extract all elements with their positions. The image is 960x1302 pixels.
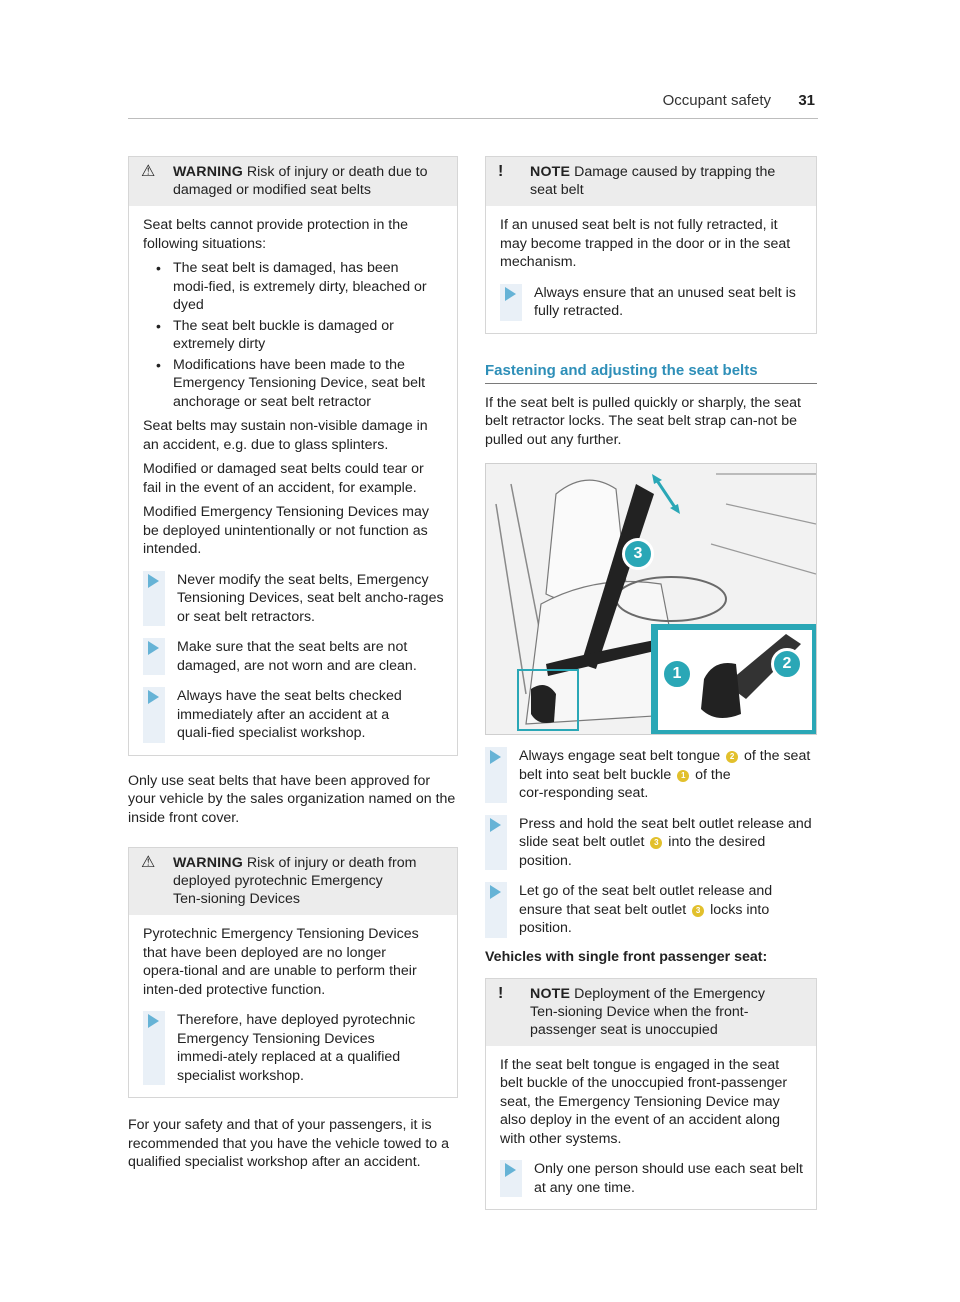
seat-belt-drawing [486,464,817,735]
right-column [485,156,817,1210]
approved-belts-paragraph: Only use seat belts that have been approved for your vehicle by the sales organization named on the inside front cover. [128,772,456,826]
arrow-right-icon [148,1014,159,1028]
section-title: Occupant safety [662,92,771,109]
note-box-trapping [485,156,817,334]
instruction-step: Press and hold the seat belt outlet release and slide seat belt outlet 3 into the desired position. [485,815,817,871]
note-header [486,157,816,206]
instruction-step: Always engage seat belt tongue 2 of the seat belt into seat belt buckle 1 of the cor‑responding seat. [485,747,817,803]
warning-triangle-icon: ⚠ [141,854,156,871]
left-column [128,156,458,1172]
list-item: • The seat belt buckle is damaged or extremely dirty [143,317,445,354]
note-label: NOTE [530,164,571,180]
arrow-right-icon [148,574,159,588]
warning-header [129,157,457,206]
header-divider [128,118,818,119]
exclamation-icon: ! [498,984,504,1002]
callout-2: 2 [771,648,803,680]
warning-triangle-icon: ⚠ [141,163,156,180]
safety-paragraph: For your safety and that of your passengers, it is recommended that you have the vehicle towed to a qualified specialist workshop after an accident. [128,1117,449,1170]
note-label: NOTE [530,985,571,1002]
instruction-list [485,747,817,938]
note-title: Deployment of the Emergency Ten‑sioning Device when the front-passenger seat is unoccupied [530,985,765,1038]
list-item: • The seat belt is damaged, has been modi‑fied, is extremely dirty, bleached or dyed [143,259,445,315]
warning-paragraph: Modified or damaged seat belts could tear or fail in the event of an accident, for example. [143,461,424,496]
page-header [640,92,815,116]
warning-paragraph: Seat belts may sustain non-visible damage in an accident, e.g. due to glass splinters. [143,418,428,453]
marker-3: 3 [650,837,662,849]
instruction-step: Let go of the seat belt outlet release and ensure that seat belt outlet 3 locks into position. [485,882,817,938]
instruction-step: Therefore, have deployed pyrotechnic Emergency Tensioning Devices immedi‑ately replaced at a qualified specialist workshop. [143,1011,445,1085]
note-paragraph: If the seat belt tongue is engaged in the seat belt buckle of the unoccupied front-passenger seat, the Emergency Tensioning Device may also deploy in the event of an accident along with other systems. [500,1056,788,1147]
warning-paragraph: Pyrotechnic Emergency Tensioning Devices that have been deployed are no longer opera‑tional and are unable to perform their inten‑ded protective function. [143,926,419,998]
instruction-step: Make sure that the seat belts are not damaged, are not worn and are clean. [143,638,445,675]
warning-title: Risk of injury or death due to damaged or modified seat belts [173,164,428,198]
note-box-deployment [485,978,817,1211]
marker-2: 2 [726,751,738,763]
arrow-right-icon [490,818,501,832]
subheading: Vehicles with single front passenger seat: [485,948,768,965]
callout-1: 1 [661,658,693,690]
note-header [486,979,816,1046]
arrow-right-icon [490,885,501,899]
instruction-step: Always ensure that an unused seat belt is fully retracted. [500,284,804,321]
arrow-right-icon [490,750,501,764]
warning-label: WARNING [173,164,243,180]
note-paragraph: If an unused seat belt is not fully retracted, it may become trapped in the door or in the seat mechanism. [500,217,791,270]
marker-1: 1 [677,770,689,782]
section-intro: If the seat belt is pulled quickly or sharply, the seat belt retractor locks. The seat belt strap can‑not be pulled out any further. [485,394,801,448]
arrow-right-icon [148,641,159,655]
warning-label: WARNING [173,855,243,871]
note-title: Damage caused by trapping the seat belt [530,164,776,198]
page-number: 31 [798,92,815,109]
section-heading: Fastening and adjusting the seat belts [485,362,817,384]
arrow-right-icon [148,690,159,704]
arrow-right-icon [505,1163,516,1177]
instruction-step: Only one person should use each seat belt at any one time. [500,1160,804,1197]
instruction-step: Always have the seat belts checked immediately after an accident at a quali‑fied specialist workshop. [143,687,445,743]
warning-box-pyrotechnic [128,847,458,1098]
warning-intro: Seat belts cannot provide protection in the following situations: [143,217,409,252]
callout-3: 3 [622,538,654,570]
warning-header [129,848,457,915]
exclamation-icon: ! [498,163,504,180]
warning-title: Risk of injury or death from deployed pyrotechnic Emergency Ten‑sioning Devices [173,855,417,907]
warning-box-damaged-belts [128,156,458,756]
instruction-step: Never modify the seat belts, Emergency Tensioning Devices, seat belt ancho‑rages or seat belt retractors. [143,571,445,627]
list-item: • Modifications have been made to the Emergency Tensioning Device, seat belt anchorage or seat belt retractor [143,356,445,412]
arrow-right-icon [505,287,516,301]
marker-3: 3 [692,905,704,917]
seat-belt-illustration [485,463,817,735]
warning-paragraph: Modified Emergency Tensioning Devices may be deployed unintentionally or not function as intended. [143,504,429,557]
